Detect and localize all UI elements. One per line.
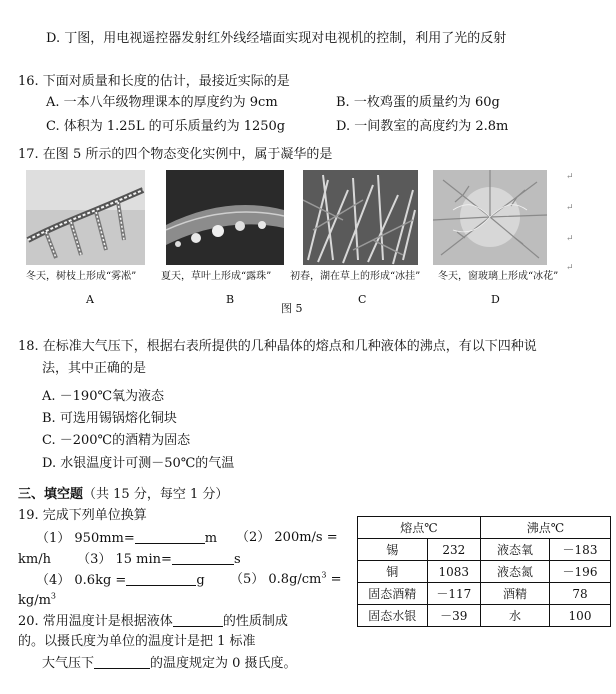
q19-part4 [36,571,205,590]
answer-blank[interactable] [94,654,150,669]
q18-stem-cont: 法，其中正确的是 [42,361,147,376]
q19-part2-unit: km/h [18,552,51,567]
caption-b: 夏天，草叶上形成“露珠” [161,271,272,282]
answer-blank[interactable] [126,571,196,586]
table-cell: －117 [427,583,480,605]
label-a: A [86,293,94,306]
q20-line1 [18,612,288,631]
q16-option-a: A. 一本八年级物理课本的厚度约为 9cm [46,95,278,110]
q16-option-c: C. 体积为 1.25L 的可乐质量约为 1250g [46,119,286,134]
q19-part5-unit-sup: 3 [50,591,56,601]
q19-part5-unit: kg/m [18,593,51,608]
q18-option-c: C. －200℃的酒精为固态 [42,433,191,448]
q20-text-a: 20. 常用温度计是根据液体 [18,614,173,629]
q19-part1-unit: m [204,531,218,546]
paragraph-mark-icon: ↵ [566,203,574,213]
melting-boiling-table [357,516,611,627]
q18-option-d: D. 水银温度计可测－50℃的气温 [42,456,235,471]
answer-blank[interactable] [172,550,234,565]
section-note: （共 15 分，每空 1 分） [83,487,229,502]
table-cell: 232 [427,539,480,561]
q19-part5-eq: = [326,572,342,587]
paragraph-mark-icon: ↵ [566,263,574,273]
table-cell: 1083 [427,561,480,583]
q20-text-c: 大气压下 [42,656,95,671]
q20-line3 [42,654,297,673]
q19-part1-text: （1） 950mm= [36,531,135,546]
q19-part3-unit: s [233,552,241,567]
q19-part4-text: （4） 0.6kg = [36,573,127,588]
q18-option-a: A. －190℃氧为液态 [42,389,165,404]
table-cell: 液态氮 [481,561,550,583]
q19-part5-text: （5） 0.8g/cm [230,572,322,587]
photo-rime [26,170,145,265]
q16-option-b: B. 一枚鸡蛋的质量约为 60g [336,95,500,110]
q19-part5-line [18,592,56,610]
q20-text-d: 的温度规定为 0 摄氏度。 [150,656,297,671]
caption-a: 冬天，树枝上形成“雾凇” [26,271,137,282]
q16-stem: 16. 下面对质量和长度的估计，最接近实际的是 [18,74,290,89]
photo-ice-hang [303,170,418,265]
paragraph-mark-icon: ↵ [566,234,574,244]
caption-d: 冬天，窗玻璃上形成“冰花” [438,271,559,282]
table-header-row [358,517,611,539]
table-cell: 固态酒精 [358,583,428,605]
table-row [358,539,611,561]
figure-caption: 图 5 [281,302,303,315]
header-boiling: 沸点℃ [481,517,611,539]
header-melting: 熔点℃ [358,517,481,539]
q19-part5-sup: 3 [321,570,327,580]
table-row [358,605,611,627]
photo-dew [166,170,284,265]
table-cell: 铜 [358,561,428,583]
answer-blank[interactable] [173,612,223,627]
table-cell: －196 [550,561,611,583]
q19-part2-line [18,550,241,569]
table-cell: 固态水银 [358,605,428,627]
label-c: C [358,293,367,306]
q19-part2: （2） 200m/s = [236,530,338,545]
q19-part1 [36,529,217,548]
table-cell: 酒精 [481,583,550,605]
table-row [358,561,611,583]
label-d: D [491,293,500,306]
q20-text-b: 的性质制成 [222,614,288,629]
q18-option-b: B. 可选用锡锅熔化铜块 [42,411,177,426]
table-cell: －183 [550,539,611,561]
q19-part5 [230,571,342,589]
table-cell: 水 [481,605,550,627]
q19-part4-unit: g [196,573,205,588]
section-title: 三、填空题 [18,487,84,502]
section-heading [18,486,228,504]
q20-line2: 的。以摄氏度为单位的温度计是把 1 标准 [18,634,256,649]
photo-frost-window [433,170,547,265]
paragraph-mark-icon: ↵ [566,172,574,182]
q17-stem: 17. 在图 5 所示的四个物态变化实例中，属于凝华的是 [18,147,333,162]
table-cell: 液态氧 [481,539,550,561]
q19-stem: 19. 完成下列单位换算 [18,508,147,523]
table-cell: 100 [550,605,611,627]
caption-c: 初春，湖在草上的形成“冰挂” [290,271,421,282]
label-b: B [226,293,235,306]
table-row [358,583,611,605]
q19-part3-text: （3） 15 min= [77,552,172,567]
q16-option-d: D. 一间教室的高度约为 2.8m [336,119,509,134]
q15-option-d: D. 丁图，用电视遥控器发射红外线经墙面实现对电视机的控制，利用了光的反射 [46,31,507,46]
table-cell: 78 [550,583,611,605]
answer-blank[interactable] [135,529,205,544]
table-cell: －39 [427,605,480,627]
q18-stem: 18. 在标准大气压下，根据右表所提供的几种晶体的熔点和几种液体的沸点，有以下四种说 [18,339,537,354]
table-cell: 锡 [358,539,428,561]
